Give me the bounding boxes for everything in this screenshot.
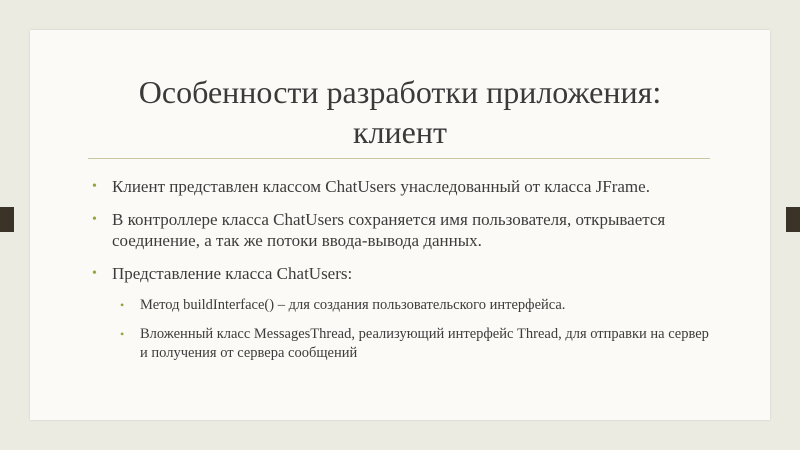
bullet-text: Клиент представлен классом ChatUsers унаследованный от класса JFrame. bbox=[112, 177, 650, 196]
bullet-icon: • bbox=[92, 179, 97, 194]
slide-content bbox=[92, 176, 712, 373]
bullet-item bbox=[92, 209, 712, 251]
slide bbox=[30, 30, 770, 420]
sub-bullet-text: Вложенный класс MessagesThread, реализующий интерфейс Thread, для отправки на сервер и получения от сервера сообщений bbox=[140, 326, 709, 361]
sub-bullet-text: Метод buildInterface() – для создания пользовательского интерфейса. bbox=[140, 297, 566, 313]
bullet-icon: • bbox=[92, 266, 97, 281]
sub-bullet-icon: • bbox=[120, 327, 125, 341]
left-edge-bar bbox=[0, 207, 14, 232]
bullet-item bbox=[92, 176, 712, 197]
right-edge-bar bbox=[786, 207, 800, 232]
sub-bullet-item bbox=[92, 325, 712, 363]
title-line-1: Особенности разработки приложения: bbox=[138, 74, 662, 110]
bullet-text: Представление класса ChatUsers: bbox=[112, 264, 353, 283]
title-divider bbox=[88, 158, 710, 159]
bullet-text: В контроллере класса ChatUsers сохраняется имя пользователя, открывается соединение, а так же потоки ввода-вывода данных. bbox=[112, 210, 666, 250]
title-line-2: клиент bbox=[353, 114, 447, 150]
sub-bullet-item bbox=[92, 296, 712, 315]
bullet-item bbox=[92, 263, 712, 284]
sub-bullet-icon: • bbox=[120, 298, 125, 312]
bullet-icon: • bbox=[92, 212, 97, 227]
slide-title bbox=[30, 72, 770, 152]
